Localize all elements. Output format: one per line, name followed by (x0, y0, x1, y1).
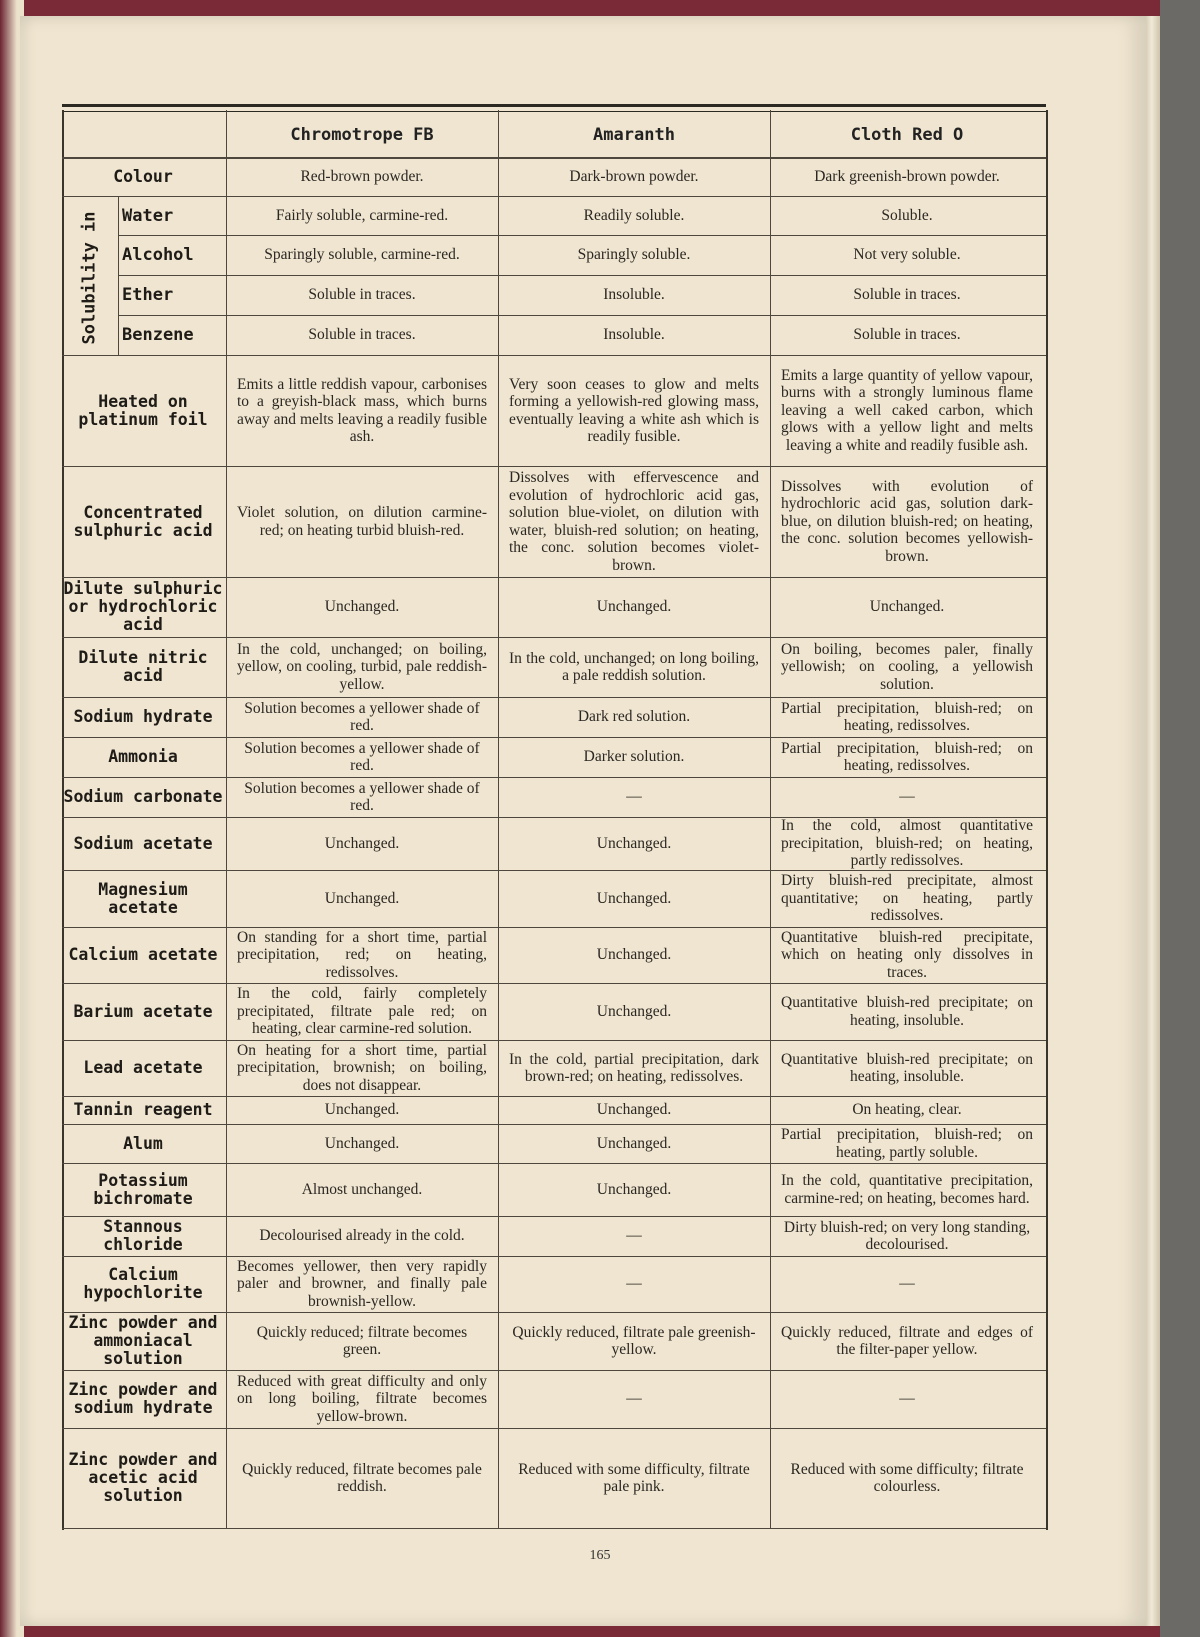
cell-calcium-hypochlorite-cloth-red: — (899, 1275, 915, 1293)
cell-lead-acetate-amaranth: In the cold, partial precipitation, dark brown-red; on heating, redissolves. (509, 1050, 759, 1085)
cell-alcohol-cloth-red: Not very soluble. (853, 246, 961, 264)
cell-calcium-hypochlorite-chromotrope: Becomes yellower, then very rapidly paler and browner, and finally pale brownish-yellow. (237, 1257, 487, 1310)
cell-tannin-reagent-chromotrope: Unchanged. (324, 1101, 400, 1119)
row-label-sodium-acetate: Sodium acetate (73, 833, 213, 853)
cell-ether-chromotrope: Soluble in traces. (308, 286, 416, 304)
column-header-cloth-red: Cloth Red O (850, 125, 964, 145)
cell-water-cloth-red: Soluble. (881, 206, 933, 224)
cell-magnesium-acetate-chromotrope: Unchanged. (324, 889, 400, 907)
cell-calcium-acetate-amaranth: Unchanged. (596, 946, 672, 964)
cell-barium-acetate-cloth-red: Quantitative bluish-red precipitate; on heating, insoluble. (781, 994, 1033, 1029)
row-label-calcium-hypochlorite: Calcium hypochlorite (83, 1265, 203, 1302)
book-cover (1160, 0, 1200, 1637)
cell-sodium-hydrate-cloth-red: Partial precipitation, bluish-red; on heating, redissolves. (781, 699, 1033, 734)
row-label-calcium-acetate: Calcium acetate (68, 945, 218, 964)
row-label-colour: Colour (113, 167, 173, 186)
cell-tannin-reagent-cloth-red: On heating, clear. (852, 1101, 962, 1119)
row-label-heated-on-platinum-foil: Heated on platinum foil (78, 391, 208, 429)
cell-concentrated-sulphuric-acid-chromotrope: Violet solution, on dilution carmine-red; on heating turbid bluish-red. (237, 504, 487, 539)
cell-sodium-hydrate-chromotrope: Solution becomes a yellower shade of red. (244, 699, 480, 734)
cell-zinc-powder-and-sodium-hydrate-amaranth: — (626, 1390, 642, 1408)
row-label-lead-acetate: Lead acetate (83, 1058, 203, 1077)
cell-alum-chromotrope: Unchanged. (324, 1134, 400, 1152)
cell-colour-chromotrope: Red-brown powder. (300, 168, 424, 186)
cell-zinc-powder-and-ammoniacal-solution-chromotrope: Quickly reduced; filtrate becomes green. (256, 1323, 468, 1358)
cell-heated-on-platinum-foil-chromotrope: Emits a little reddish vapour, carbonises to a greyish-black mass, which burns away and melts leaving a readily fusible ash. (237, 375, 487, 445)
row-label-ether: Ether (122, 285, 174, 305)
cell-potassium-bichromate-cloth-red: In the cold, quantitative precipitation, carmine-red; on heating, becomes hard. (781, 1172, 1033, 1207)
cell-barium-acetate-amaranth: Unchanged. (596, 1002, 672, 1020)
cell-alcohol-chromotrope: Sparingly soluble, carmine-red. (264, 246, 460, 264)
cell-barium-acetate-chromotrope: In the cold, fairly completely precipitated, filtrate pale red; on heating, clear carmine-red solution. (237, 985, 487, 1038)
cell-dilute-nitric-acid-cloth-red: On boiling, becomes paler, finally yellowish; on cooling, a yellowish solution. (781, 640, 1033, 693)
row-label-water: Water (122, 205, 174, 226)
row-label-tannin-reagent: Tannin reagent (73, 1100, 213, 1119)
row-label-magnesium-acetate: Magnesium acetate (98, 879, 188, 917)
cell-magnesium-acetate-cloth-red: Dirty bluish-red precipitate, almost quantitative; on heating, partly redissolves. (781, 872, 1033, 925)
row-label-barium-acetate: Barium acetate (73, 1001, 213, 1021)
solubility-group-label: Solubility in (80, 211, 100, 345)
row-label-concentrated-sulphuric-acid: Concentrated sulphuric acid (73, 502, 213, 540)
cell-lead-acetate-chromotrope: On heating for a short time, partial precipitation, brownish; on boiling, does not disappear. (237, 1041, 487, 1094)
cell-tannin-reagent-amaranth: Unchanged. (596, 1101, 672, 1119)
column-header-amaranth: Amaranth (593, 125, 675, 145)
cell-zinc-powder-and-ammoniacal-solution-cloth-red: Quickly reduced, filtrate and edges of the filter-paper yellow. (781, 1323, 1033, 1358)
row-label-dilute-nitric-acid: Dilute nitric acid (78, 648, 208, 685)
table-top-rule (62, 104, 1046, 107)
cell-sodium-carbonate-amaranth: — (626, 788, 642, 806)
cell-alum-amaranth: Unchanged. (596, 1134, 672, 1152)
cell-dilute-sulphuric-or-hydrochloric-acid-amaranth: Unchanged. (596, 598, 672, 616)
page-number: 165 (589, 1548, 611, 1563)
cell-ether-cloth-red: Soluble in traces. (853, 286, 961, 304)
cell-sodium-acetate-cloth-red: In the cold, almost quantitative precipitation, bluish-red; on heating, partly redissolves. (781, 817, 1033, 870)
cell-benzene-amaranth: Insoluble. (603, 326, 665, 344)
cell-alum-cloth-red: Partial precipitation, bluish-red; on heating, partly soluble. (781, 1126, 1033, 1161)
row-divider (62, 1528, 1046, 1529)
cell-dilute-nitric-acid-chromotrope: In the cold, unchanged; on boiling, yellow, on cooling, turbid, pale reddish-yellow. (237, 640, 487, 693)
cell-dilute-nitric-acid-amaranth: In the cold, unchanged; on long boiling, a pale reddish solution. (509, 649, 759, 684)
cell-water-amaranth: Readily soluble. (583, 206, 685, 224)
row-label-alcohol: Alcohol (122, 245, 194, 265)
cell-alcohol-amaranth: Sparingly soluble. (577, 246, 691, 264)
row-label-benzene: Benzene (122, 325, 194, 345)
cell-calcium-acetate-chromotrope: On standing for a short time, partial precipitation, red; on heating, redissolves. (237, 928, 487, 981)
cell-potassium-bichromate-amaranth: Unchanged. (596, 1180, 672, 1198)
cell-stannous-chloride-chromotrope: Decolourised already in the cold. (259, 1227, 465, 1245)
row-label-dilute-sulphuric-or-hydrochloric-acid: Dilute sulphuric or hydrochloric acid (63, 579, 223, 634)
row-label-sodium-carbonate: Sodium carbonate (63, 787, 223, 806)
cell-water-chromotrope: Fairly soluble, carmine-red. (275, 206, 449, 224)
cell-calcium-acetate-cloth-red: Quantitative bluish-red precipitate, which on heating only dissolves in traces. (781, 928, 1033, 981)
cell-colour-cloth-red: Dark greenish-brown powder. (814, 168, 1000, 186)
row-label-zinc-powder-and-acetic-acid-solution: Zinc powder and acetic acid solution (68, 1450, 218, 1505)
row-label-potassium-bichromate: Potassium bichromate (93, 1170, 193, 1208)
cell-potassium-bichromate-chromotrope: Almost unchanged. (301, 1180, 423, 1198)
cell-heated-on-platinum-foil-amaranth: Very soon ceases to glow and melts forming a yellowish-red glowing mass, eventually leaving a white ash which is readily fusible. (509, 375, 759, 445)
cell-zinc-powder-and-sodium-hydrate-cloth-red: — (899, 1390, 915, 1408)
cell-stannous-chloride-amaranth: — (626, 1227, 642, 1245)
cell-dilute-sulphuric-or-hydrochloric-acid-chromotrope: Unchanged. (324, 598, 400, 616)
cell-ether-amaranth: Insoluble. (603, 286, 665, 304)
cell-zinc-powder-and-ammoniacal-solution-amaranth: Quickly reduced, filtrate pale greenish-yellow. (512, 1323, 756, 1358)
cell-concentrated-sulphuric-acid-cloth-red: Dissolves with evolution of hydrochloric acid gas, solution dark-blue, on dilution bluish-red; on heating, the conc. solution becomes yellowish-brown. (781, 477, 1033, 565)
cell-ammonia-cloth-red: Partial precipitation, bluish-red; on heating, redissolves. (781, 739, 1033, 774)
column-header-chromotrope: Chromotrope FB (290, 125, 434, 145)
cell-stannous-chloride-cloth-red: Dirty bluish-red; on very long standing, decolourised. (783, 1218, 1031, 1253)
cell-zinc-powder-and-acetic-acid-solution-chromotrope: Quickly reduced, filtrate becomes pale reddish. (242, 1460, 482, 1495)
cell-sodium-acetate-amaranth: Unchanged. (596, 834, 672, 852)
cell-ammonia-amaranth: Darker solution. (583, 748, 685, 766)
cell-colour-amaranth: Dark-brown powder. (569, 168, 699, 186)
row-label-zinc-powder-and-ammoniacal-solution: Zinc powder and ammoniacal solution (68, 1313, 218, 1368)
cell-concentrated-sulphuric-acid-amaranth: Dissolves with effervescence and evolution of hydrochloric acid gas, solution blue-violet, on dilution with water, bluish-red solution; on heating, the conc. solution becomes violet-brown. (509, 469, 759, 574)
row-label-stannous-chloride: Stannous chloride (103, 1217, 183, 1254)
row-label-ammonia: Ammonia (108, 747, 178, 766)
cell-sodium-hydrate-amaranth: Dark red solution. (577, 708, 691, 726)
row-label-zinc-powder-and-sodium-hydrate: Zinc powder and sodium hydrate (68, 1380, 218, 1417)
cell-sodium-carbonate-chromotrope: Solution becomes a yellower shade of red. (244, 779, 480, 814)
cell-lead-acetate-cloth-red: Quantitative bluish-red precipitate; on heating, insoluble. (781, 1050, 1033, 1085)
cell-zinc-powder-and-sodium-hydrate-chromotrope: Reduced with great difficulty and only on long boiling, filtrate becomes yellow-brown. (237, 1372, 487, 1425)
cell-benzene-chromotrope: Soluble in traces. (308, 326, 416, 344)
cell-sodium-acetate-chromotrope: Unchanged. (324, 834, 400, 852)
cell-zinc-powder-and-acetic-acid-solution-cloth-red: Reduced with some difficulty; filtrate colourless. (790, 1460, 1024, 1495)
cell-benzene-cloth-red: Soluble in traces. (853, 326, 961, 344)
cell-sodium-carbonate-cloth-red: — (899, 788, 915, 806)
row-label-alum: Alum (123, 1133, 163, 1153)
cell-heated-on-platinum-foil-cloth-red: Emits a large quantity of yellow vapour, burns with a strongly luminous flame leaving a well caked carbon, which glows with a yellow light and melts leaving a white and readily fusible ash. (781, 366, 1033, 454)
row-label-sodium-hydrate: Sodium hydrate (73, 707, 213, 726)
cell-magnesium-acetate-amaranth: Unchanged. (596, 889, 672, 907)
cell-calcium-hypochlorite-amaranth: — (626, 1275, 642, 1293)
cell-dilute-sulphuric-or-hydrochloric-acid-cloth-red: Unchanged. (869, 598, 945, 616)
cell-ammonia-chromotrope: Solution becomes a yellower shade of red. (244, 739, 480, 774)
page-stack-edge (1146, 16, 1160, 1626)
cell-zinc-powder-and-acetic-acid-solution-amaranth: Reduced with some difficulty, filtrate pale pink. (518, 1460, 750, 1495)
